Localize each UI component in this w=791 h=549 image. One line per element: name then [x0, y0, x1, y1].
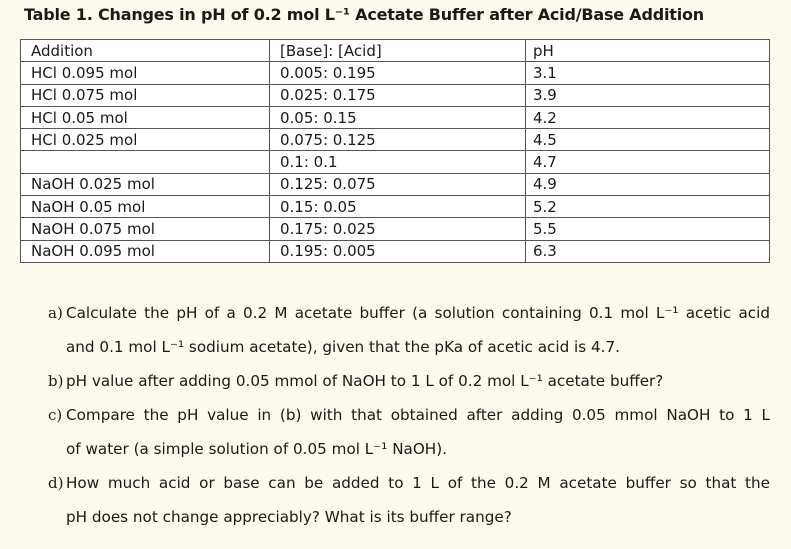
question-d-line-1: [48, 466, 770, 500]
cell-addition: HCl 0.095 mol: [21, 62, 270, 84]
table-row: [21, 196, 770, 218]
cell-addition: HCl 0.025 mol: [21, 129, 270, 151]
question-d-line-2: [48, 500, 770, 534]
cell-ratio: 0.15: 0.05: [270, 196, 526, 218]
table-caption: Table 1. Changes in pH of 0.2 mol L⁻¹ Acetate Buffer after Acid/Base Addition: [24, 5, 704, 24]
question-text: Calculate the pH of a 0.2 M acetate buffer (a solution containing 0.1 mol L⁻¹ acetic acid: [66, 304, 770, 322]
cell-ph: 3.1: [526, 62, 770, 84]
cell-ratio: 0.075: 0.125: [270, 129, 526, 151]
question-b-line-1: [48, 364, 770, 398]
table-row: [21, 173, 770, 195]
table-header-row: [21, 40, 770, 62]
cell-ph: 4.9: [526, 173, 770, 195]
question-text: pH does not change appreciably? What is its buffer range?: [66, 508, 512, 526]
header-ph: pH: [526, 40, 770, 62]
table-row: [21, 218, 770, 240]
cell-ph: 6.3: [526, 240, 770, 262]
question-text: of water (a simple solution of 0.05 mol L⁻¹ NaOH).: [66, 440, 447, 458]
header-ratio: [Base]: [Acid]: [270, 40, 526, 62]
table-row: [21, 84, 770, 106]
table-row: [21, 106, 770, 128]
buffer-table: [20, 39, 770, 263]
question-text: How much acid or base can be added to 1 L of the 0.2 M acetate buffer so that the: [66, 474, 770, 492]
table-row: [21, 129, 770, 151]
cell-ph: 4.2: [526, 106, 770, 128]
question-c-line-2: [48, 432, 770, 466]
cell-ph: 4.5: [526, 129, 770, 151]
cell-ratio: 0.175: 0.025: [270, 218, 526, 240]
question-letter: a): [48, 304, 63, 322]
cell-ratio: 0.1: 0.1: [270, 151, 526, 173]
cell-addition: HCl 0.075 mol: [21, 84, 270, 106]
header-addition: Addition: [21, 40, 270, 62]
question-text: and 0.1 mol L⁻¹ sodium acetate), given that the pKa of acetic acid is 4.7.: [66, 338, 621, 356]
question-letter: d): [48, 474, 64, 492]
cell-ph: 4.7: [526, 151, 770, 173]
cell-addition: HCl 0.05 mol: [21, 106, 270, 128]
question-letter: c): [48, 406, 63, 424]
cell-addition: NaOH 0.095 mol: [21, 240, 270, 262]
question-a-line-1: [48, 296, 770, 330]
cell-addition: [21, 151, 270, 173]
question-text: Compare the pH value in (b) with that obtained after adding 0.05 mmol NaOH to 1 L: [66, 406, 770, 424]
question-a-line-2: [48, 330, 770, 364]
cell-ph: 5.2: [526, 196, 770, 218]
cell-addition: NaOH 0.025 mol: [21, 173, 270, 195]
cell-ph: 3.9: [526, 84, 770, 106]
cell-ratio: 0.025: 0.175: [270, 84, 526, 106]
question-letter: b): [48, 372, 64, 390]
cell-ratio: 0.005: 0.195: [270, 62, 526, 84]
cell-ratio: 0.125: 0.075: [270, 173, 526, 195]
question-list: [48, 296, 770, 534]
question-text: pH value after adding 0.05 mmol of NaOH to 1 L of 0.2 mol L⁻¹ acetate buffer?: [66, 372, 664, 390]
cell-addition: NaOH 0.075 mol: [21, 218, 270, 240]
cell-ratio: 0.195: 0.005: [270, 240, 526, 262]
table-row: [21, 62, 770, 84]
table-row: [21, 151, 770, 173]
table-row: [21, 240, 770, 262]
question-c-line-1: [48, 398, 770, 432]
cell-ph: 5.5: [526, 218, 770, 240]
cell-ratio: 0.05: 0.15: [270, 106, 526, 128]
cell-addition: NaOH 0.05 mol: [21, 196, 270, 218]
